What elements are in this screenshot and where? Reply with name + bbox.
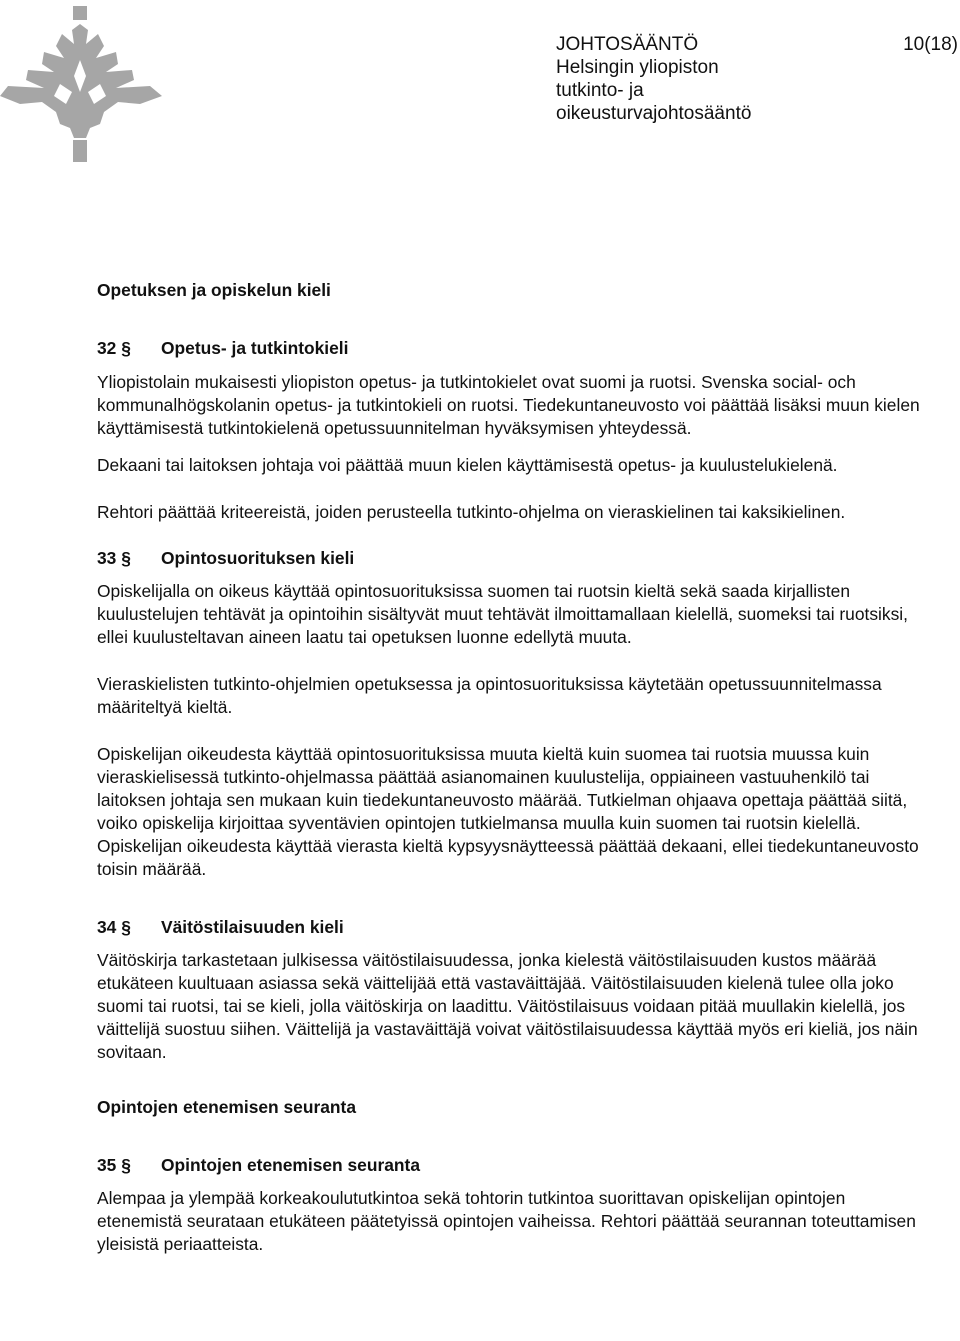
paragraph-text: Rehtori päättää kriteereistä, joiden perusteella tutkinto-ohjelma on vieraskielinen tai kaksikielinen. [97, 502, 846, 522]
document-body [97, 278, 927, 1256]
paragraph-text: Dekaani tai laitoksen johtaja voi päättää muun kielen käyttämisestä opetus- ja kuulustelukielenä. [97, 455, 838, 475]
paragraph-text: Alempaa ja ylempää korkeakoulututkintoa sekä tohtorin tutkintoa suorittavan opiskelijan opintojen etenemistä seurataan etukäteen päätetyissä opintojen vaiheissa. Rehtori päättää seurannan toteuttamisen yleisistä periaatteista. [97, 1188, 916, 1254]
paragraph-heading-32 [97, 336, 927, 360]
paragraph-text: Yliopistolain mukaisesti yliopiston opetus- ja tutkintokielet ovat suomi ja ruotsi. Svenska social- och kommunalhögskolanin opetus- ja tutkintokieli on ruotsi. Tiedekuntaneuvosto voi päättää lisäksi muun kielen käyttämisestä tutkintokielenä opetussuunnitelman hyväksymisen yhteydessä. [97, 372, 920, 438]
paragraph-heading-35 [97, 1153, 927, 1177]
paragraph-text: Opiskelijalla on oikeus käyttää opintosuorituksissa suomen tai ruotsin kieltä sekä saada kirjallisten kuulustelujen tehtävät ja opintoihin sisältyvät muut tehtävät ilmoittamallaan kielellä, suomeksi tai ruotsiksi, ellei kuulusteltavan aineen laatu tai opetuksen luonne edellytä muuta. [97, 581, 908, 647]
section-sign-icon: § [121, 548, 131, 568]
paragraph-title: Opintosuorituksen kieli [161, 548, 355, 568]
paragraph-number: 33 [97, 548, 117, 568]
university-flame-logo-icon [0, 0, 170, 165]
paragraph-title: Opetus- ja tutkintokieli [161, 338, 349, 358]
page-number: 10(18) [903, 34, 958, 55]
org-line-2: tutkinto- ja [556, 80, 644, 101]
paragraph-title: Opintojen etenemisen seuranta [161, 1155, 420, 1175]
paragraph-number: 35 [97, 1155, 117, 1175]
paragraph-number: 32 [97, 338, 117, 358]
paragraph-heading-33 [97, 546, 927, 570]
org-line-3: oikeusturvajohtosääntö [556, 103, 752, 124]
document-title: JOHTOSÄÄNTÖ [556, 34, 699, 55]
section-heading: Opintojen etenemisen seuranta [97, 1097, 356, 1117]
section-sign-icon: § [121, 338, 131, 358]
paragraph-text: Vieraskielisten tutkinto-ohjelmien opetuksessa ja opintosuorituksissa käytetään opetussuunnitelmassa määriteltyä kieltä. [97, 674, 882, 717]
section-heading: Opetuksen ja opiskelun kieli [97, 280, 331, 300]
paragraph-text: Väitöskirja tarkastetaan julkisessa väitöstilaisuudessa, jonka kielestä väitöstilaisuuden kustos määrää etukäteen kuultuaan asiassa sekä väittelijää että vastaväittäjää. Väitöstilaisuuden kielenä tulee olla joko suomi tai ruotsi, tai se kieli, jolla väitöskirja on laadittu. Väitöstilaisuus voidaan pitää muullakin kielellä, jos väittelijä suostuu siihen. Väittelijä ja vastaväittäjä voivat väitöstilaisuudessa käyttää myös eri kieliä, jos näin sovitaan. [97, 950, 918, 1062]
section-sign-icon: § [121, 1155, 131, 1175]
paragraph-heading-34 [97, 915, 927, 939]
paragraph-text: Opiskelijan oikeudesta käyttää opintosuorituksissa muuta kieltä kuin suomea tai ruotsia muussa kuin vieraskielisessä tutkinto-ohjelmassa päättää asianomainen kuulustelija, oppiaineen vastuuhenkilö tai laitoksen johtaja sen mukaan kuin tiedekuntaneuvosto määrää. Tutkielman ohjaava opettaja päättää siitä, voiko opiskelija kirjoittaa syventävien opintojen tutkielmansa muulla kuin suomen tai ruotsin kielellä. Opiskelijan oikeudesta käyttää vierasta kieltä kypsyysnäytteessä päättää dekaani, ellei tiedekuntaneuvosto toisin määrää. [97, 744, 919, 879]
paragraph-number: 34 [97, 917, 117, 937]
org-line-1: Helsingin yliopiston [556, 57, 719, 78]
section-sign-icon: § [121, 917, 131, 937]
paragraph-title: Väitöstilaisuuden kieli [161, 917, 344, 937]
